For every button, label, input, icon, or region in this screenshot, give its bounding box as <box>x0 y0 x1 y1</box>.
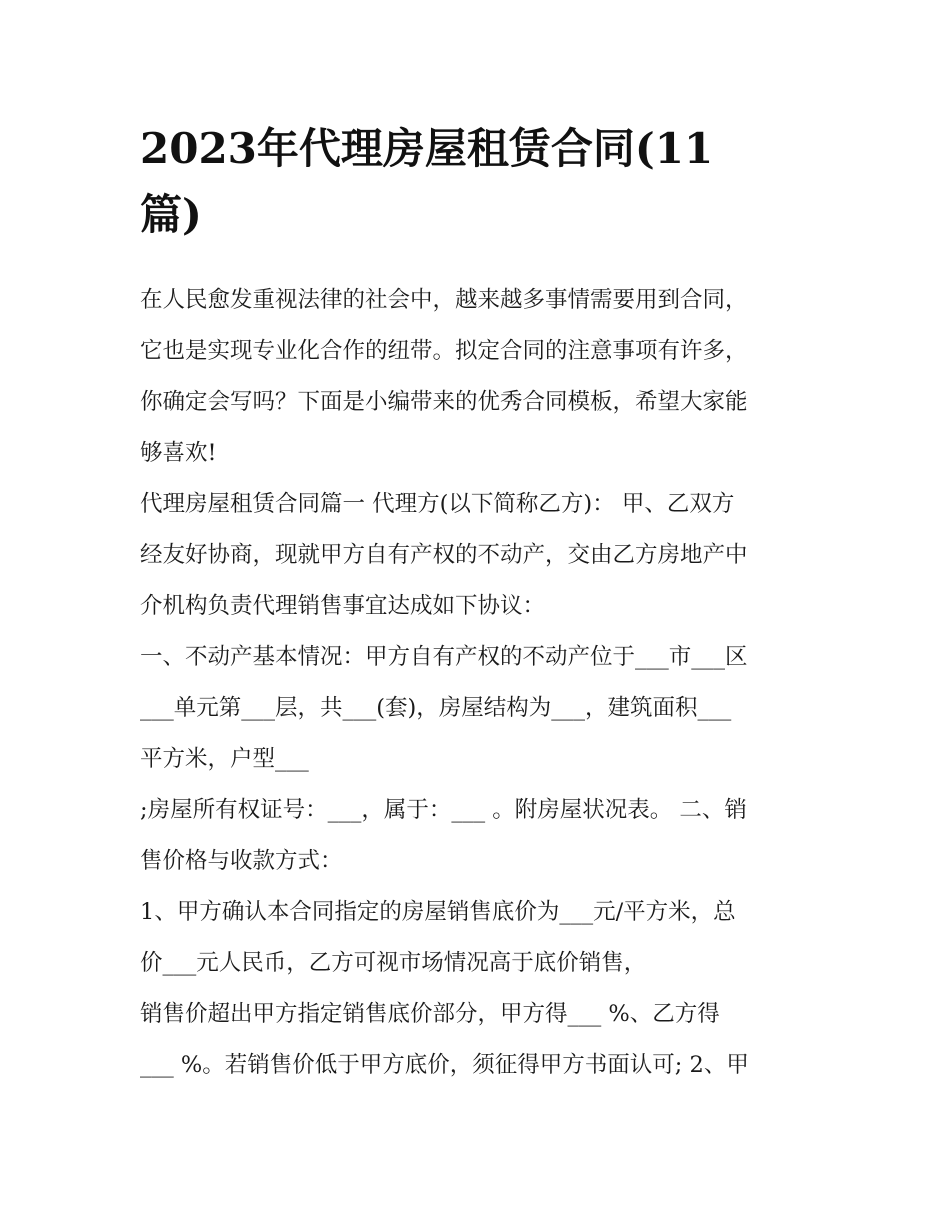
body-line: 够喜欢! <box>140 440 217 466</box>
body-line: 经友好协商，现就甲方自有产权的不动产，交由乙方房地产中 <box>140 542 748 568</box>
body-line: 一、不动产基本情况：甲方自有产权的不动产位于___市___区 <box>140 644 748 670</box>
document-body <box>140 275 812 1091</box>
body-line: ___ %。若销售价低于甲方底价，须征得甲方书面认可; 2、甲 <box>140 1052 749 1078</box>
body-line: 你确定会写吗？下面是小编带来的优秀合同模板，希望大家能 <box>140 389 748 415</box>
body-line: 售价格与收款方式： <box>140 848 343 874</box>
document-title <box>140 116 820 248</box>
body-line: ___单元第___层，共___(套)，房屋结构为___，建筑面积___ <box>140 695 732 721</box>
body-line: 介机构负责代理销售事宜达成如下协议： <box>140 593 546 619</box>
body-line: 1、甲方确认本合同指定的房屋销售底价为___元/平方米，总 <box>140 899 736 925</box>
body-line: 平方米，户型___ <box>140 746 309 772</box>
body-line: 在人民愈发重视法律的社会中，越来越多事情需要用到合同， <box>140 287 748 313</box>
body-line: 它也是实现专业化合作的纽带。拟定合同的注意事项有许多， <box>140 338 748 364</box>
body-line: 销售价超出甲方指定销售底价部分，甲方得___ %、乙方得 <box>140 1001 720 1027</box>
title-line: 篇) <box>140 190 202 239</box>
body-line: 价___元人民币，乙方可视市场情况高于底价销售， <box>140 950 647 976</box>
body-line: 代理房屋租赁合同篇一 代理方(以下简称乙方)： 甲、乙双方 <box>140 491 735 517</box>
title-line: 2023年代理房屋租赁合同(11 <box>140 124 714 173</box>
body-line: ;房屋所有权证号：___，属于：___ 。附房屋状况表。 二、销 <box>140 797 747 823</box>
